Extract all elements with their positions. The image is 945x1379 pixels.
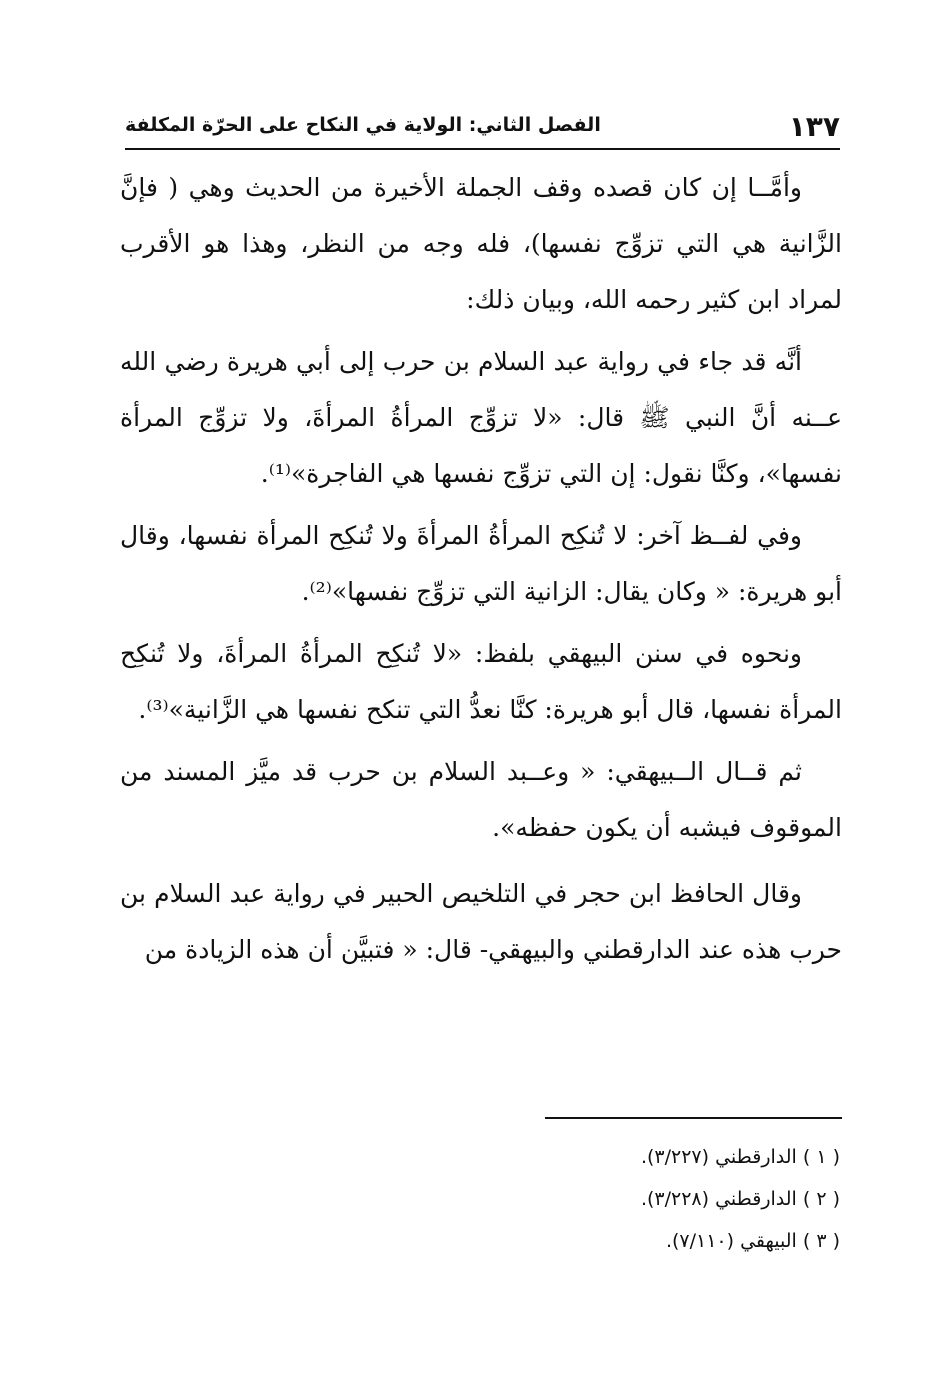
main-text [120,160,842,984]
paragraph: أنَّه قد جاء في رواية عبد السلام بن حرب إلى أبي هريرة رضي الله عــنه أنَّ النبي ﷺ قال: «لا تزوِّج المرأةُ المرأةَ، ولا تزوِّج المرأة نفسها»، وكنَّا نقول: إن التي تزوِّج نفسها هي الفاجرة»⁽¹⁾. [120,347,842,488]
page-header [125,108,840,150]
footnote-item: ( ٣ ) البيهقي (٧/١١٠). [665,1230,840,1252]
chapter-title: الفصل الثاني: الولاية في النكاح على الحرّة المكلفة [125,114,601,136]
paragraph: وفي لفــظ آخر: لا تُنكِح المرأةُ المرأةَ ولا تُنكِح المرأة نفسها، وقال أبو هريرة: « وكان يقال: الزانية التي تزوِّج نفسها»⁽²⁾. [120,521,842,606]
page-number: ١٣٧ [788,110,840,143]
footnote-divider [545,1117,842,1119]
footnotes [420,1136,840,1262]
paragraph: وأمَّــا إن كان قصده وقف الجملة الأخيرة من الحديث وهي ( فإنَّ الزَّانية هي التي تزوِّج نفسها)، فله وجه من النظر، وهذا هو الأقرب لمراد ابن كثير رحمه الله، وبيان ذلك: [120,173,842,314]
paragraph: ونحوه في سنن البيهقي بلفظ: «لا تُنكِح المرأةُ المرأةَ، ولا تُنكِح المرأة نفسها، قال أبو هريرة: كنَّا نعدُّ التي تنكح نفسها هي الزَّانية»⁽³⁾. [120,639,842,724]
footnote-item: ( ٢ ) الدارقطني (٣/٢٢٨). [640,1188,840,1210]
paragraph: وقال الحافظ ابن حجر في التلخيص الحبير في رواية عبد السلام بن حرب هذه عند الدارقطني والبيهقي- قال: « فتبيَّن أن هذه الزيادة من [120,879,842,964]
paragraph: ثم قــال الــبيهقي: « وعــبد السلام بن حرب قد ميَّز المسند من الموقوف فيشبه أن يكون حفظه». [120,757,842,842]
footnote-item: ( ١ ) الدارقطني (٣/٢٢٧). [640,1146,840,1168]
